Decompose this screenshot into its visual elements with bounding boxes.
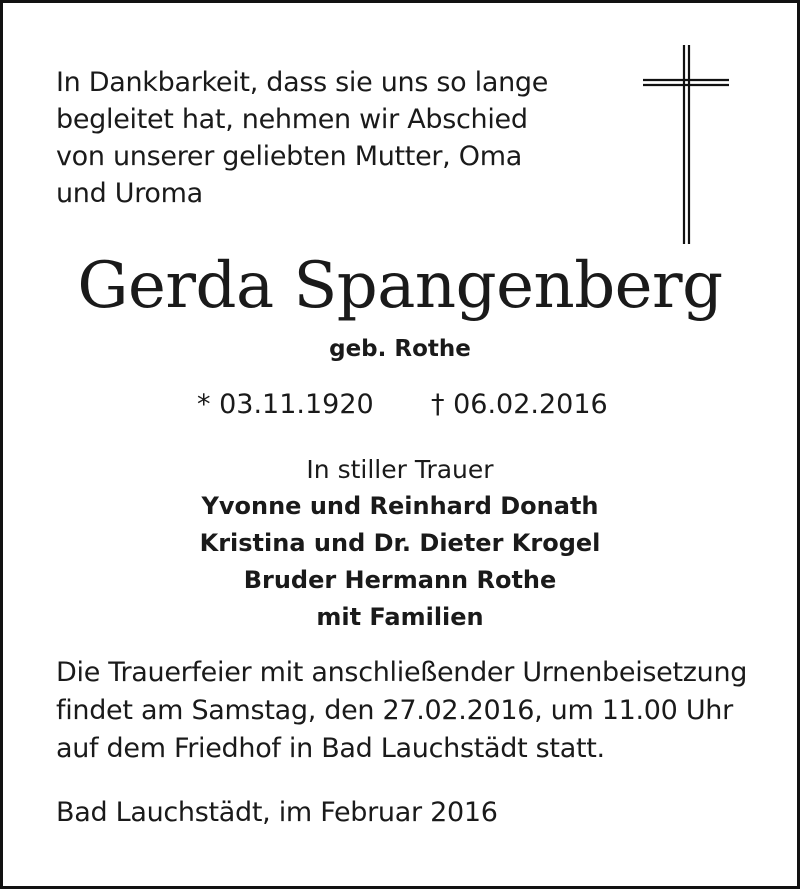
intro-text bbox=[56, 64, 576, 212]
ceremony-info bbox=[56, 654, 786, 768]
cross-icon bbox=[641, 43, 731, 246]
mourner-name: Bruder Hermann Rothe bbox=[243, 566, 557, 594]
place-and-date: Bad Lauchstädt, im Februar 2016 bbox=[56, 797, 498, 828]
mourning-phrase: In stiller Trauer bbox=[306, 455, 494, 484]
ceremony-line: Die Trauerfeier mit anschließender Urnenbeisetzung bbox=[56, 657, 748, 688]
intro-line: und Uroma bbox=[56, 178, 203, 209]
mourner-name: mit Familien bbox=[316, 603, 484, 631]
mourner-name: Yvonne und Reinhard Donath bbox=[201, 492, 599, 520]
deceased-name: Gerda Spangenberg bbox=[77, 249, 723, 323]
mourners-block bbox=[3, 451, 797, 636]
mourner-name: Kristina und Dr. Dieter Krogel bbox=[199, 529, 601, 557]
ceremony-line: findet am Samstag, den 27.02.2016, um 11.00 Uhr bbox=[56, 695, 733, 726]
intro-line: von unserer geliebten Mutter, Oma bbox=[56, 141, 522, 172]
birth-date: * 03.11.1920 bbox=[197, 389, 374, 420]
intro-line: In Dankbarkeit, dass sie uns so lange bbox=[56, 67, 549, 98]
ceremony-line: auf dem Friedhof in Bad Lauchstädt statt. bbox=[56, 733, 605, 764]
maiden-name: geb. Rothe bbox=[329, 336, 471, 362]
death-date: † 06.02.2016 bbox=[431, 389, 608, 420]
intro-line: begleitet hat, nehmen wir Abschied bbox=[56, 104, 528, 135]
